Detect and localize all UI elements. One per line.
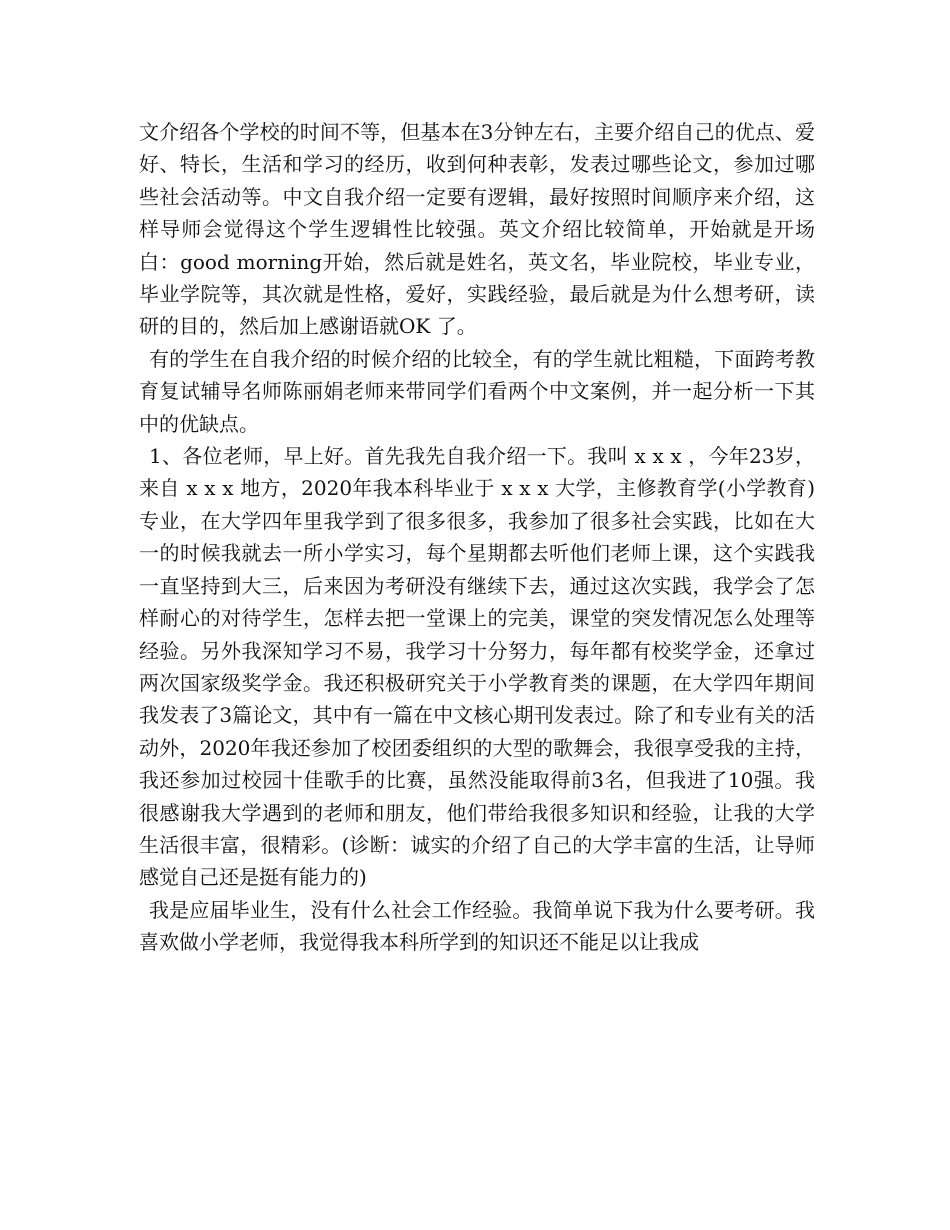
paragraph-intro-guidelines: 文介绍各个学校的时间不等，但基本在3分钟左右，主要介绍自己的优点、爱好、特长，生活和学习的经历，收到何种表彰，发表过哪些论文，参加过哪些社会活动等。中文自我介绍一定要有逻辑，最好按照时间顺序来介绍，这样导师会觉得这个学生逻辑性比较强。英文介绍比较简单，开始就是开场白：good morning开始，然后就是姓名，英文名，毕业院校，毕业专业，毕业学院等，其次就是性格，爱好，实践经验，最后就是为什么想考研，读研的目的，然后加上感谢语就OK 了。: [139, 120, 815, 339]
paragraph-case-intro: 有的学生在自我介绍的时候介绍的比较全，有的学生就比粗糙，下面跨考教育复试辅导名师陈丽娟老师来带同学们看两个中文案例，并一起分析一下其中的优缺点。: [139, 346, 815, 436]
document-body: [139, 116, 815, 959]
paragraph-case-one: 1、各位老师，早上好。首先我先自我介绍一下。我叫 x x x ，今年23岁，来自 x x x 地方，2020年我本科毕业于 x x x 大学，主修教育学(小学教育)专业，在大学四年里我学到了很多很多，我参加了很多社会实践，比如在大一的时候我就去一所小学实习，每个星期都去听他们老师上课，这个实践我一直坚持到大三，后来因为考研没有继续下去，通过这次实践，我学会了怎样耐心的对待学生，怎样去把一堂课上的完美，课堂的突发情况怎么处理等经验。另外我深知学习不易，我学习十分努力，每年都有校奖学金，还拿过两次国家级奖学金。我还积极研究关于小学教育类的课题，在大学四年期间我发表了3篇论文，其中有一篇在中文核心期刊发表过。除了和专业有关的活动外，2020年我还参加了校团委组织的大型的歌舞会，我很享受我的主持，我还参加过校园十佳歌手的比赛，虽然没能取得前3名，但我进了10强。我很感谢我大学遇到的老师和朋友，他们带给我很多知识和经验，让我的大学生活很丰富，很精彩。(诊断：诚实的介绍了自己的大学丰富的生活，让导师感觉自己还是挺有能力的): [139, 444, 815, 890]
paragraph-reason-for-study: 我是应届毕业生，没有什么社会工作经验。我简单说下我为什么要考研。我喜欢做小学老师，我觉得我本科所学到的知识还不能足以让我成: [139, 897, 815, 955]
